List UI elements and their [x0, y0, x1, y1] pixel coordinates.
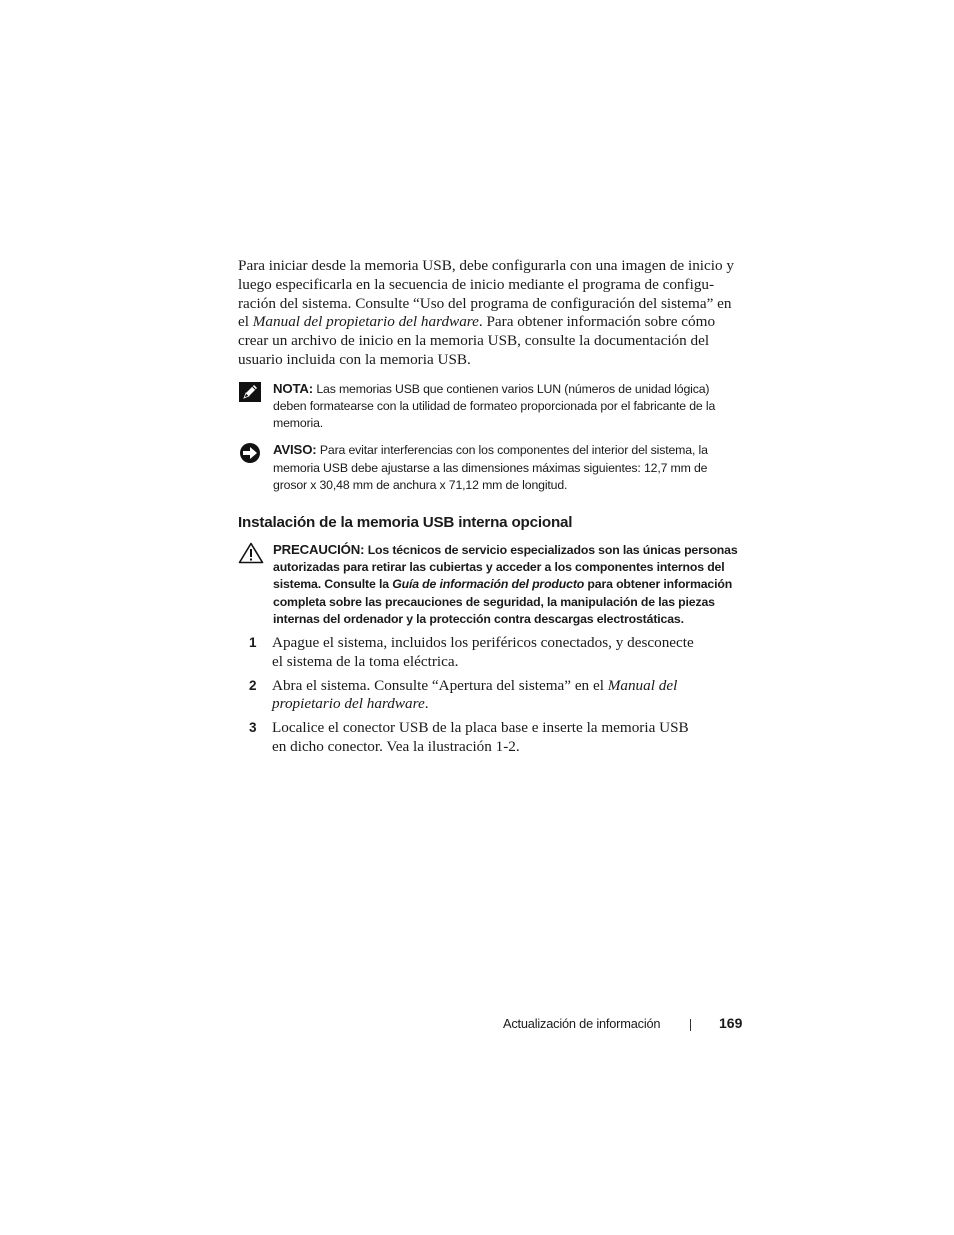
- procedure-steps: [238, 634, 738, 757]
- notice-text: [273, 441, 738, 494]
- caution-text: [273, 541, 738, 628]
- notice-label: AVISO:: [273, 442, 317, 458]
- step-2-text: Abra el sistema. Consulte “Apertura del sistema” en el: [272, 676, 608, 694]
- step-item: [238, 677, 738, 715]
- step-text: Apague el sistema, incluidos los periféricos conectados, y desconecte el sistema de la toma eléctrica.: [272, 634, 694, 670]
- caution-label: PRECAUCIÓN:: [273, 542, 365, 557]
- notice-arrow-icon: [238, 442, 262, 464]
- intro-text-b: . Para obtener información sobre cómo crear un archivo de inicio en la memoria USB, consulte la documentación del usuario incluida con la memoria USB.: [238, 313, 716, 368]
- product-guide-reference: Guía de información del producto: [392, 577, 585, 592]
- note-label: NOTA:: [273, 380, 314, 396]
- notice-body: Para evitar interferencias con los componentes del interior del sistema, la memoria USB debe ajustarse a las dimensiones máximas siguientes: 12,7 mm de grosor x 30,48 mm de anchura x 71,12 mm de longitud.: [273, 443, 708, 492]
- hardware-manual-reference: Manual del propietario del hardware: [252, 313, 479, 331]
- notice-box: [238, 441, 738, 494]
- step-number: 2: [249, 677, 257, 693]
- section-heading: Instalación de la memoria USB interna opcional: [238, 514, 573, 531]
- step-2-reference: Manual del propietario del hardware: [272, 676, 678, 713]
- note-text: [273, 380, 738, 433]
- warning-triangle-icon: [238, 542, 262, 564]
- caution-text-a: Los técnicos de servicio especializados son las únicas personas autorizadas para retirar las cubiertas y acceder a los componentes internos del sistema. Consulte la: [273, 543, 738, 592]
- step-item: [238, 719, 738, 757]
- step-item: [238, 634, 738, 672]
- footer-section-title: Actualización de información: [503, 1016, 661, 1031]
- footer-divider: [690, 1019, 691, 1031]
- step-number: 3: [249, 720, 257, 736]
- page-footer: [503, 1014, 743, 1034]
- intro-paragraph: [238, 257, 738, 370]
- step-2-tail: .: [424, 695, 429, 713]
- caution-box: [238, 541, 738, 628]
- note-box: [238, 380, 738, 433]
- pencil-note-icon: [238, 381, 262, 403]
- intro-text-a: Para iniciar desde la memoria USB, debe configurarla con una imagen de inicio y luego especificarla en la secuencia de inicio mediante el programa de configuración del sistema. Consulte “Uso del programa de configuración del sistema” en el: [238, 257, 734, 331]
- step-number: 1: [249, 635, 257, 651]
- step-text: Localice el conector USB de la placa base e inserte la memoria USB en dicho conector. Vea la ilustración 1-2.: [272, 719, 689, 755]
- caution-text-b: para obtener información completa sobre las precauciones de seguridad, la manipulación de las piezas internas del ordenador y la protección contra descargas electrostáticas.: [273, 577, 733, 626]
- step-text: [272, 677, 702, 715]
- note-body: Las memorias USB que contienen varios LUN (números de unidad lógica) deben formatearse con la utilidad de formateo proporcionada por el fabricante de la memoria.: [273, 381, 716, 431]
- page-content: [238, 257, 738, 762]
- page-number: 169: [719, 1015, 743, 1031]
